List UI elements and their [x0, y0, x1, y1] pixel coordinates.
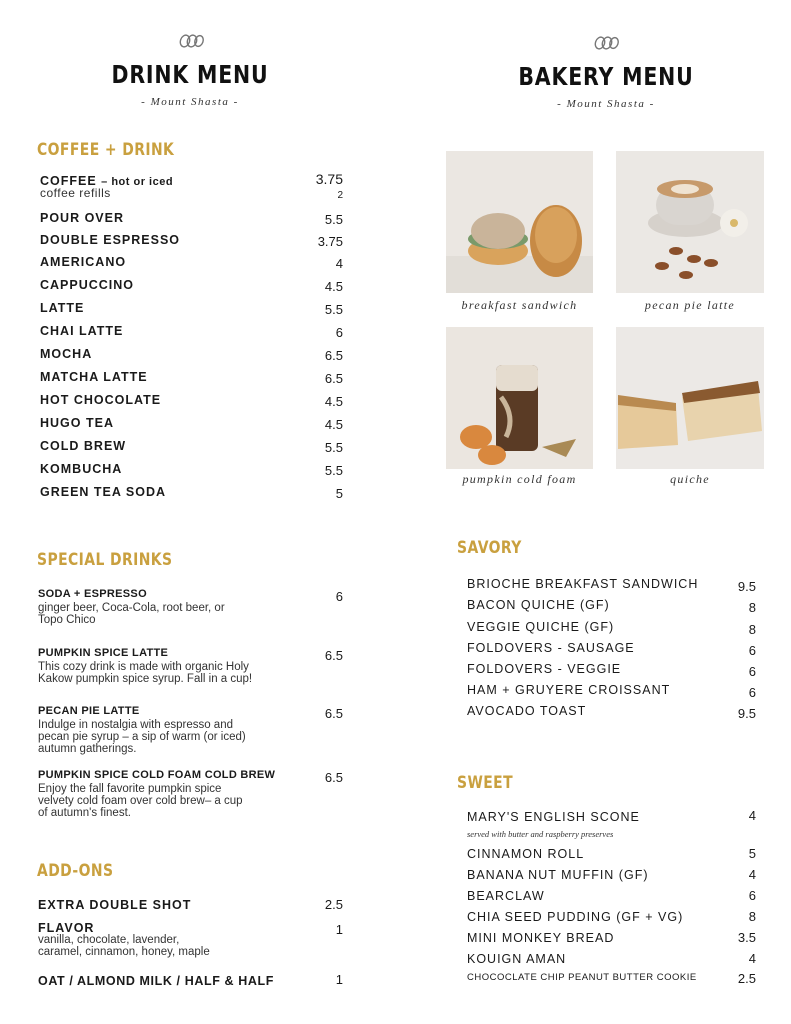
- milk-name: OAT / ALMOND MILK / HALF & HALF: [38, 974, 274, 988]
- breakfast-sandwich-photo: [446, 151, 593, 293]
- drink-menu-title: DRINK MENU: [111, 60, 269, 89]
- special-drink-description: Kakow pumpkin spice syrup. Fall in a cup!: [38, 673, 253, 685]
- coffee-drink-item-price: 5.5: [324, 212, 343, 227]
- coffee-drink-item-price: 4: [335, 256, 343, 271]
- coffee-drink-item-name: HOT CHOCOLATE: [40, 393, 162, 407]
- sweet-item-name: CHIA SEED PUDDING (GF + VG): [467, 910, 684, 924]
- special-drink-description: velvety cold foam over cold brew– a cup: [38, 795, 243, 807]
- coffee-drink-item-price: 6: [335, 325, 343, 340]
- special-drink-description: pecan pie syrup – a sip of warm (or iced): [38, 731, 246, 743]
- sweet-item-price: 8: [748, 909, 756, 924]
- coffee-drink-item-price: 5.5: [324, 440, 343, 455]
- savory-item-name: FOLDOVERS - VEGGIE: [467, 662, 622, 676]
- sweet-item-name: MINI MONKEY BREAD: [467, 931, 615, 945]
- sweet-item-name: BANANA NUT MUFFIN (GF): [467, 868, 649, 882]
- coffee-drink-item-price: 6.5: [324, 348, 343, 363]
- coffee-drink-item-name: KOMBUCHA: [40, 462, 123, 476]
- coffee-refills-price: 2: [337, 190, 343, 201]
- savory-item-name: VEGGIE QUICHE (GF): [467, 620, 615, 634]
- scone-note: served with butter and raspberry preserves: [467, 829, 614, 839]
- sweet-item-price: 6: [748, 888, 756, 903]
- special-drink-description: This cozy drink is made with organic Holy: [38, 661, 249, 673]
- quiche-photo: [616, 327, 764, 469]
- savory-item-price: 6: [748, 643, 756, 658]
- sweet-item-name: BEARCLAW: [467, 889, 545, 903]
- photo-caption-breakfast-sandwich: breakfast sandwich: [461, 298, 578, 312]
- sweet-item-name: KOUIGN AMAN: [467, 952, 567, 966]
- special-drink-price: 6.5: [324, 648, 343, 663]
- scone-price: 4: [748, 808, 756, 823]
- sweet-item-price: 4: [748, 867, 756, 882]
- coffee-drink-item-price: 4.5: [324, 394, 343, 409]
- savory-item-price: 6: [748, 685, 756, 700]
- coffee-beans-logo-icon: [178, 34, 204, 48]
- pumpkin-cold-foam-photo: [446, 327, 593, 469]
- photo-caption-pecan-pie-latte: pecan pie latte: [644, 298, 736, 312]
- coffee-drink-item-name: CAPPUCCINO: [40, 278, 135, 292]
- sweet-item-name: CINNAMON ROLL: [467, 847, 585, 861]
- coffee-note: – hot or iced: [101, 176, 174, 188]
- special-drink-description: autumn gatherings.: [38, 743, 137, 755]
- photo-caption-quiche: quiche: [670, 472, 710, 486]
- scone-name: MARY'S ENGLISH SCONE: [467, 810, 640, 824]
- coffee-drink-item-name: COLD BREW: [40, 439, 127, 453]
- drink-menu-subtitle: - Mount Shasta -: [141, 96, 239, 108]
- special-drinks-heading: SPECIAL DRINKS: [37, 550, 173, 570]
- coffee-drink-item-name: MOCHA: [40, 347, 93, 361]
- coffee-drink-item-name: MATCHA LATTE: [40, 370, 148, 384]
- special-drink-name: PUMPKIN SPICE COLD FOAM COLD BREW: [38, 769, 276, 781]
- photo-caption-pumpkin-cold-foam: pumpkin cold foam: [462, 472, 577, 486]
- special-drink-description: Enjoy the fall favorite pumpkin spice: [38, 783, 222, 795]
- sweet-item-name: CHOCOCLATE CHIP PEANUT BUTTER COOKIE: [467, 972, 697, 983]
- coffee-drink-heading: COFFEE + DRINK: [37, 140, 175, 160]
- coffee-drink-item-price: 6.5: [324, 371, 343, 386]
- coffee-drink-item-name: POUR OVER: [40, 211, 125, 225]
- savory-item-price: 9.5: [737, 579, 756, 594]
- savory-heading: SAVORY: [457, 538, 522, 558]
- coffee-drink-item-price: 4.5: [324, 417, 343, 432]
- flavor-name: FLAVOR: [38, 921, 95, 935]
- milk-price: 1: [335, 972, 343, 987]
- flavor-desc-line2: caramel, cinnamon, honey, maple: [38, 946, 210, 958]
- savory-item-name: AVOCADO TOAST: [467, 704, 587, 718]
- bakery-menu-title: BAKERY MENU: [518, 62, 694, 91]
- savory-item-price: 8: [748, 600, 756, 615]
- savory-item-price: 8: [748, 622, 756, 637]
- savory-item-name: FOLDOVERS - SAUSAGE: [467, 641, 635, 655]
- coffee-name: COFFEE: [40, 174, 97, 188]
- extra-shot-price: 2.5: [324, 897, 343, 912]
- special-drink-description: Indulge in nostalgia with espresso and: [38, 719, 233, 731]
- sweet-item-price: 2.5: [737, 971, 756, 986]
- coffee-beans-logo-icon: [593, 36, 619, 50]
- coffee-drink-item-name: CHAI LATTE: [40, 324, 124, 338]
- sweet-item-price: 3.5: [737, 930, 756, 945]
- coffee-drink-item-name: DOUBLE ESPRESSO: [40, 233, 181, 247]
- flavor-price: 1: [335, 922, 343, 937]
- savory-item-price: 6: [748, 664, 756, 679]
- special-drink-price: 6: [335, 589, 343, 604]
- bakery-menu-subtitle: - Mount Shasta -: [557, 98, 655, 110]
- coffee-drink-item-name: LATTE: [40, 301, 85, 315]
- coffee-drink-item-price: 5.5: [324, 463, 343, 478]
- special-drink-name: SODA + ESPRESSO: [38, 588, 147, 600]
- coffee-refills-label: coffee refills: [40, 186, 111, 200]
- coffee-drink-item-price: 5: [335, 486, 343, 501]
- flavor-desc-line1: vanilla, chocolate, lavender,: [38, 934, 180, 946]
- savory-item-price: 9.5: [737, 706, 756, 721]
- coffee-drink-item-name: AMERICANO: [40, 255, 127, 269]
- coffee-drink-item-price: 5.5: [324, 302, 343, 317]
- sweet-item-price: 4: [748, 951, 756, 966]
- sweet-item-price: 5: [748, 846, 756, 861]
- coffee-price: 3.75: [315, 171, 343, 187]
- pecan-pie-latte-photo: [616, 151, 764, 293]
- special-drink-description: Topo Chico: [38, 614, 96, 626]
- special-drink-name: PUMPKIN SPICE LATTE: [38, 647, 169, 659]
- coffee-drink-item-price: 4.5: [324, 279, 343, 294]
- add-ons-heading: ADD-ONS: [37, 861, 114, 881]
- extra-shot-name: EXTRA DOUBLE SHOT: [38, 898, 192, 912]
- sweet-heading: SWEET: [457, 773, 514, 793]
- coffee-drink-item-name: HUGO TEA: [40, 416, 114, 430]
- coffee-drink-item-name: GREEN TEA SODA: [40, 485, 167, 499]
- special-drink-price: 6.5: [324, 706, 343, 721]
- special-drink-price: 6.5: [324, 770, 343, 785]
- coffee-drink-item-price: 3.75: [317, 234, 343, 249]
- special-drink-description: ginger beer, Coca-Cola, root beer, or: [38, 602, 225, 614]
- savory-item-name: HAM + GRUYERE CROISSANT: [467, 683, 671, 697]
- special-drink-description: of autumn's finest.: [38, 807, 131, 819]
- savory-item-name: BRIOCHE BREAKFAST SANDWICH: [467, 577, 699, 591]
- savory-item-name: BACON QUICHE (GF): [467, 598, 610, 612]
- special-drink-name: PECAN PIE LATTE: [38, 705, 140, 717]
